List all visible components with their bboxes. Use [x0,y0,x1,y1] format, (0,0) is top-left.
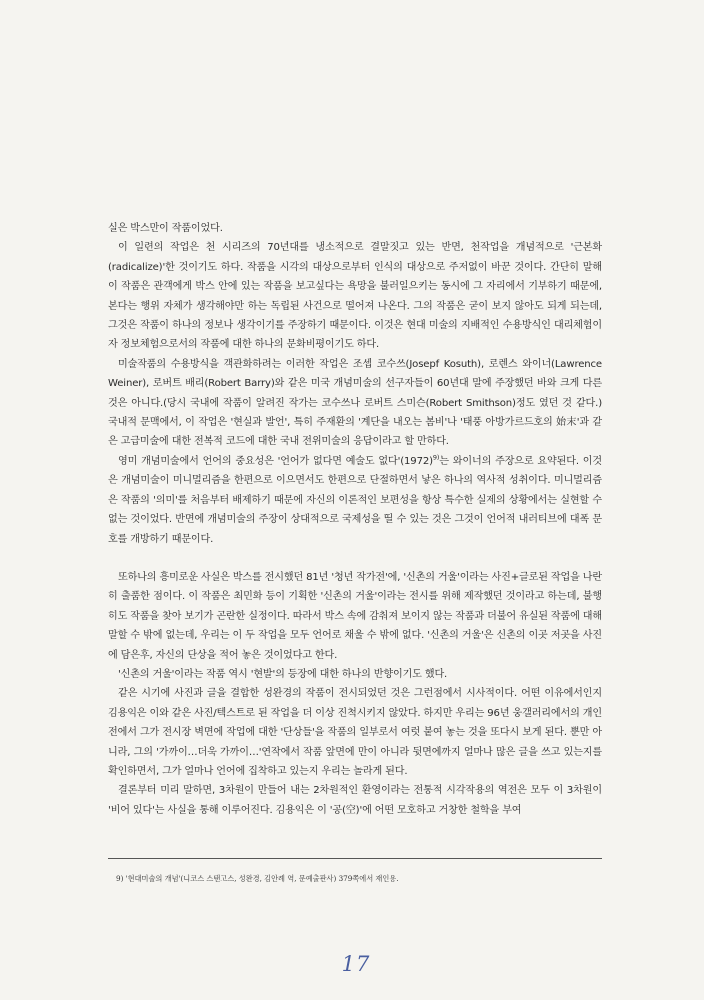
paragraph-4-start: 영미 개념미술에서 언어의 중요성은 '언어가 없다면 예술도 없다'(1972) [118,455,433,467]
body-text [108,219,602,820]
paragraph-8: 결론부터 미리 말하면, 3차원이 만들어 내는 2차원적인 환영이라는 전통적 시각작용의 역전은 모두 이 3차원이 '비어 있다'는 사실을 통해 이루어진다. 김용익은 이 '공(空)'에 어떤 모호하고 거창한 철학을 부여 [108,785,602,816]
paragraph-4-end: 는 와이너의 주장으로 요약된다. 이것은 개념미술이 미니멀리즘을 한편으로 이으면서도 한편으로 단절하면서 낳은 하나의 역사적 성취이다. 미니멀리즘은 작품의 '의미'를 처음부터 배제하기 때문에 자신의 이론적인 보편성을 항상 특수한 실제의 상황에서는 실현할 수 없는 것이었다. 반면에 개념미술의 주장이 상대적으로 국제성을 띨 수 있는 것은 그것이 언어적 내러티브에 대폭 문호를 개방하기 때문이다. [108,455,602,545]
page-number: 17 [341,952,371,976]
paragraph-3: 미술작품의 수용방식을 객관화하려는 이러한 작업은 조셉 코수쓰(Josepf Kosuth), 로렌스 와이너(Lawrence Weiner), 로버트 배리(Robert Barry)와 같은 미국 개념미술의 선구자들이 60년대 말에 주장했던 바와 크게 다른 것은 아니다.(당시 국내에 작품이 알려진 작가는 코수쓰나 로버트 스미슨(Robert Smithson)정도 였던 것 같다.) 국내적 문맥에서, 이 작업은 '현실과 발언', 특히 주재환의 '계단을 내오는 봄비'나 '태풍 아방가르드호의 始末'과 같은 고급미술에 대한 전복적 코드에 대한 국내 전위미술의 응답이라고 할 만하다. [108,358,602,448]
paragraph-5: 또하나의 흥미로운 사실은 박스를 전시했던 81년 '청년 작가전'에, '신촌의 거울'이라는 사진+글로된 작업을 나란히 출품한 점이다. 이 작품은 최민화 등이 기획한 '신촌의 거울'이라는 전시를 위해 제작했던 것이라고 하는데, 불행히도 작품을 찾아 보기가 곤란한 실정이다. 따라서 박스 속에 감춰져 보이지 않는 작품과 더불어 유실된 작품에 대해 말할 수 밖에 없는데, 우리는 이 두 작업을 모두 언어로 채울 수 밖에 없다. '신촌의 거울'은 신촌의 이곳 저곳을 사진에 담은후, 자신의 단상을 적어 놓은 것이었다고 한다. [108,571,602,661]
paragraph-1: 실은 박스만이 작품이었다. [108,223,223,234]
footnote-divider [108,858,602,859]
paragraph-2: 이 일련의 작업은 천 시리즈의 70년대를 냉소적으로 결말짓고 있는 반면, 천작업을 개념적으로 '근본화(radicalize)'한 것이기도 하다. 작품을 시각의 대상으로부터 인식의 대상으로 주저없이 바꾼 것이다. 간단히 말해 이 작품은 관객에게 박스 안에 있는 작품을 보고싶다는 욕망을 불러일으키는 동시에 그 자리에서 기부하기 때문에, 본다는 행위 자체가 생각해야만 하는 독립된 사건으로 떨어져 나온다. 그의 작품은 굳이 보지 않아도 되게 되는데, 그것은 작품이 하나의 정보나 생각이기를 주장하기 때문이다. 이것은 현대 미술의 지배적인 수용방식인 대리체험이자 정보체험으로서의 작품에 대한 하나의 문화비평이기도 하다. [108,242,602,351]
paragraph-4 [108,452,602,549]
footnote-marker: 9) [432,453,440,462]
paragraph-7: 같은 시기에 사진과 글을 결합한 성완경의 작품이 전시되었던 것은 그런점에서 시사적이다. 어떤 이유에서인지 김용익은 이와 같은 사진/텍스트로 된 작업을 더 이상 진척시키지 않았다. 하지만 우리는 96년 웅갤러리에서의 개인전에서 그가 전시장 벽면에 작업에 대한 '단상들'을 작품의 일부로서 여럿 붙여 놓는 것을 또다시 보게 된다. 뿐만 아니라, 그의 '가까이…더욱 가까이…'연작에서 작품 앞면에 만이 아니라 뒷면에까지 얼마나 많은 글을 쓰고 있는지를 확인하면서, 그가 얼마나 언어에 집착하고 있는지 우리는 놀라게 된다. [108,688,602,777]
paragraph-6: '신촌의 거울'이라는 작품 역시 '현발'의 등장에 대한 하나의 반향이기도 했다. [118,668,448,680]
footnote: 9) '현대미술의 개념'(니코스 스탠고스, 성완경, 김안례 역, 문예출판사) 379쪽에서 재인용. [116,874,399,883]
